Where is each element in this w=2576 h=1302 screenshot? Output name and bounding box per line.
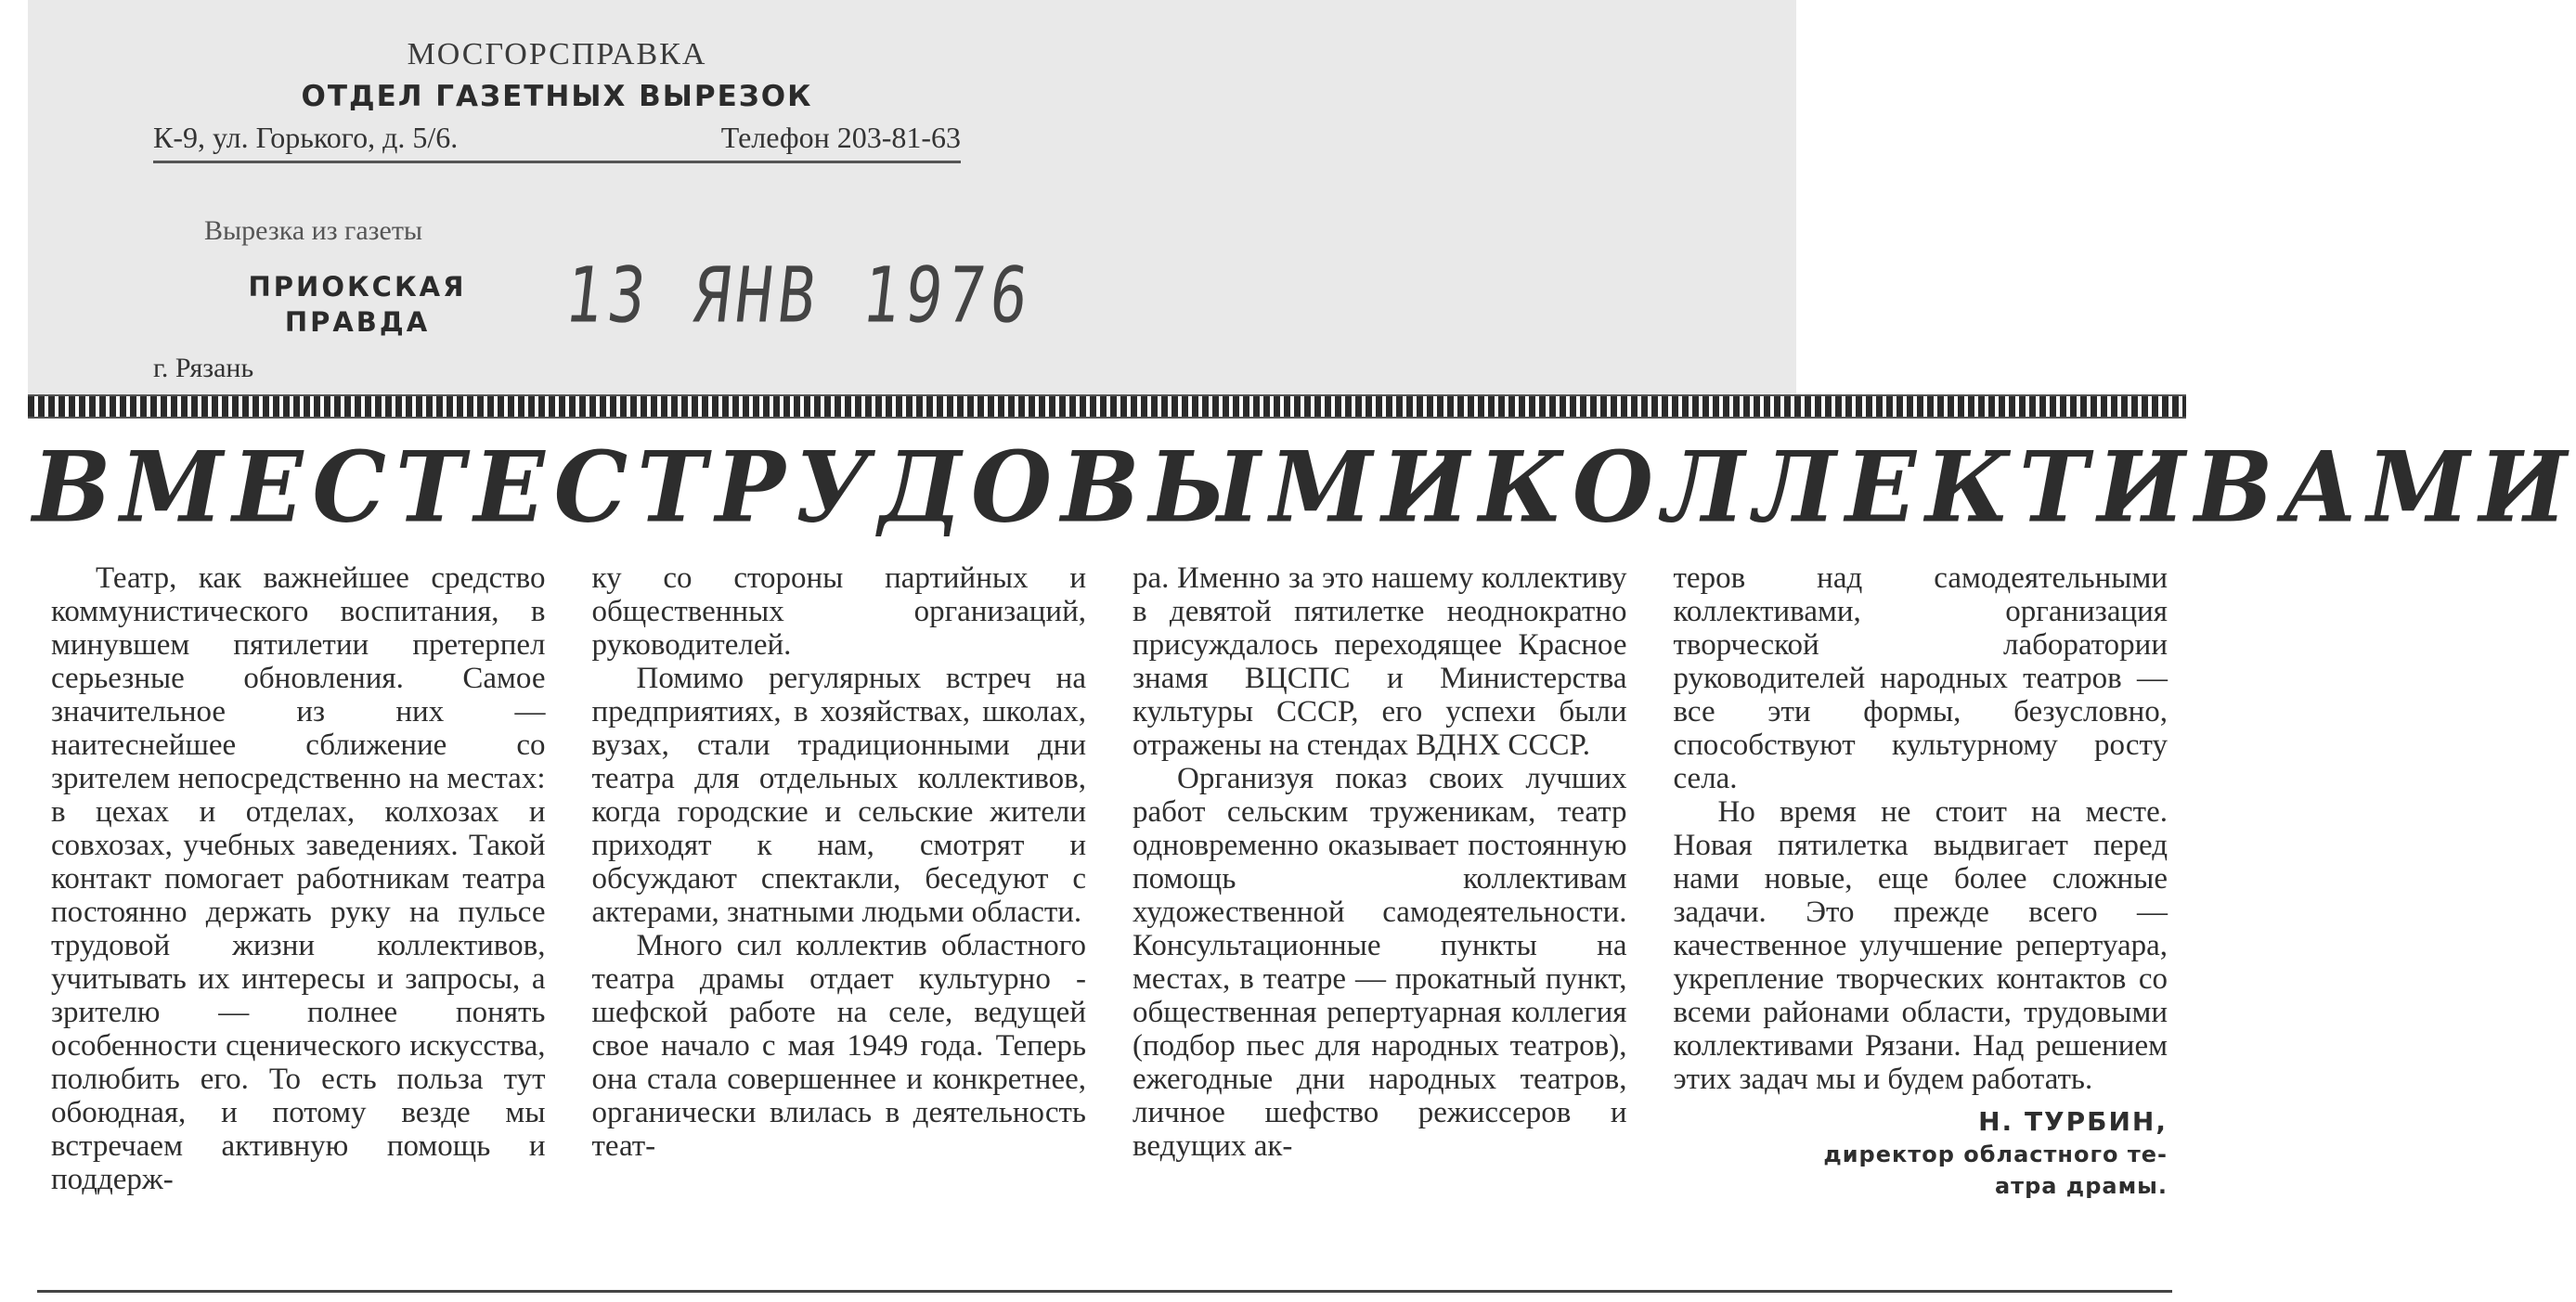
paragraph: ра. Именно за это нашему коллективу в девятой пятилетке неоднократно присуждалось переходящее Красное знамя ВЦСПС и Министерства культуры СССР, его успехи были отражены на стендах ВДНХ СССР. (1133, 561, 1627, 762)
paragraph: теров над самодеятельными коллективами, организация творческой лаборатории руководителей народных театров — все эти формы, безусловно, способствуют культурному росту села. (1673, 561, 2168, 795)
source-caption: Вырезка из газеты (204, 215, 423, 246)
bureau-name: МОСГОРСПРАВКА (407, 37, 707, 71)
paragraph: Много сил коллектив областного театра драмы отдает культурно - шефской работе на селе, ведущей свое начало с мая 1949 года. Теперь она стала совершеннее и конкретнее, органически влилась в деятельность теат- (591, 929, 1086, 1163)
headline-word: ТРУДОВЫМИ (637, 430, 1479, 545)
paragraph: ку со стороны партийных и общественных организаций, руководителей. (591, 561, 1086, 662)
article-column-1 (51, 561, 546, 1276)
article-column-4 (1674, 561, 2168, 1276)
perforated-divider (28, 394, 2186, 419)
bottom-rule (37, 1290, 2172, 1293)
headline-word: ВМЕСТЕ (32, 430, 554, 545)
newspaper-name: ПРИОКСКАЯ ПРАВДА (248, 271, 467, 338)
phone: Телефон 203-81-63 (720, 121, 961, 154)
paragraph: Организуя показ своих лучших работ сельским труженикам, театр одновременно оказывает постоянную помощь коллективам художественной самодеятельности. Консультационные пункты на местах, в театре — прокатный пункт, общественная репертуарная коллегия (подбор пьес для народных театров), ежегодные дни народных театров, личное шефство режиссеров и ведущих ак- (1133, 762, 1627, 1163)
article-body (51, 561, 2168, 1276)
headline-word: С (553, 430, 638, 545)
article-column-3 (1133, 561, 1627, 1276)
contact-line (153, 121, 961, 163)
address: К-9, ул. Горького, д. 5/6. (153, 121, 459, 154)
department-name: ОТДЕЛ ГАЗЕТНЫХ ВЫРЕЗОК (301, 80, 813, 113)
paragraph: Театр, как важнейшее средство коммунистического воспитания, в минувшем пятилетии претерпел серьезные обновления. Самое значительное из них — наитеснейшее сближение со зрителем непосредственно на местах: в цехах и отделах, колхозах и совхозах, учебных заведениях. Такой контакт помогает работникам театра постоянно держать руку на пульсе трудовой жизни коллективов, учитывать их интересы и запросы, а зрителю — полнее понять особенности сценического искусства, полюбить его. То есть польза тут обоюдная, и потому везде мы встречаем активную помощь и поддерж- (51, 561, 546, 1196)
headline-word: КОЛЛЕКТИВАМИ (1478, 430, 2576, 545)
article-column-2 (592, 561, 1087, 1276)
city: г. Рязань (153, 353, 254, 383)
date-stamp: 13 ЯНВ 1976 (561, 251, 1039, 341)
headline (32, 430, 2576, 545)
paragraph: Помимо регулярных встреч на предприятиях, в хозяйствах, школах, вузах, стали традиционными дни театра для отдельных коллективов, когда городские и сельские жители приходят к нам, смотрят и обсуждают спектакли, беседуют с актерами, знатными людьми области. (591, 662, 1086, 929)
bureau-header (149, 37, 965, 113)
paragraph: Но время не стоит на месте. Новая пятилетка выдвигает перед нами новые, еще более сложные задачи. Это прежде всего — качественное улучшение репертуара, укрепление творческих контактов со всеми районами области, трудовыми коллективами Рязани. Над решением этих задач мы и будем работать. (1673, 795, 2168, 1096)
author-title: директор областного те- атра драмы. (1823, 1141, 2168, 1199)
author-name: Н. ТУРБИН, (1978, 1106, 2168, 1137)
